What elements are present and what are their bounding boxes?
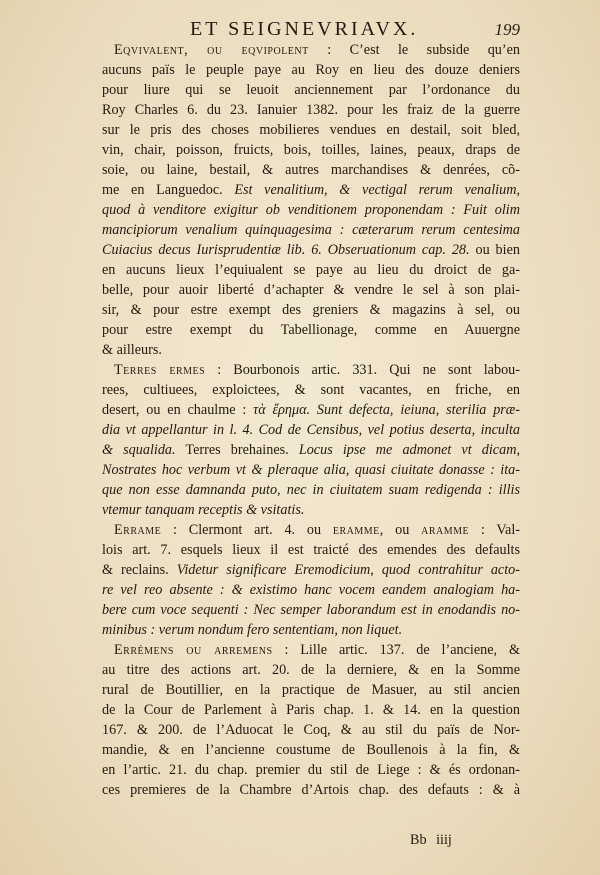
entry-term: Terres ermes: [114, 362, 206, 378]
text-line: [102, 760, 520, 780]
text-line: [102, 460, 520, 480]
text-line: [102, 60, 520, 80]
text-line: [102, 700, 520, 720]
entry-term: Eqvivalent, ou eqvipolent: [114, 42, 309, 58]
text-span: : Clermont art. 4. ou: [161, 522, 333, 538]
body-text: [102, 40, 520, 800]
text-line: [102, 280, 520, 300]
latin-text: quod à venditore exigitur ob venditionem proponendam : Fuit olim: [102, 202, 520, 218]
text-span: me en Languedoc.: [102, 182, 235, 198]
latin-text: vtemur tanquam receptis & vsitatis.: [102, 502, 305, 518]
text-span: : Val-: [469, 522, 521, 538]
entry-term: eramme: [332, 522, 380, 538]
text-line: [102, 720, 520, 740]
running-head: ET SEIGNEVRIAVX.: [190, 18, 419, 40]
text-span: desert, ou en chaulme :: [102, 402, 254, 418]
text-span: Terres brehaines.: [175, 442, 299, 458]
page-number: 199: [494, 20, 520, 39]
text-line: [102, 80, 520, 100]
text-span: rural de Boutillier, en la practique de Masuer, au stil ancien: [102, 682, 520, 698]
text-line: [102, 480, 520, 500]
text-line: [102, 40, 520, 60]
latin-text: Cuiacius decus Iurisprudentiæ lib. 6. Obseruationum cap. 28.: [102, 242, 470, 258]
text-line: [102, 360, 520, 380]
text-span: Roy Charles 6. du 23. Ianuier 1382. pour les fraiz de la guerre: [102, 102, 520, 118]
text-line: [102, 300, 520, 320]
text-span: en l’artic. 21. du chap. premier du stil de Liege : & és ordonan-: [102, 762, 520, 778]
text-line: [102, 100, 520, 120]
text-span: & ailleurs.: [102, 342, 162, 358]
text-span: au titre des actions art. 20. de la derniere, & en la Somme: [102, 662, 520, 678]
text-span: rees, cultiuees, exploictees, & sont vacantes, en friche, en: [102, 382, 520, 398]
text-span: 167. & 200. de l’Aduocat le Coq, & au stil du païs de Nor-: [102, 722, 520, 738]
latin-text: dia vt appellantur in l. 4. Cod de Censibus, vel potius deserta, inculta: [102, 422, 520, 438]
text-line: [102, 600, 520, 620]
text-span: de la Cour de Parlement à Paris chap. 1. & 14. en la question: [102, 702, 520, 718]
latin-text: que non esse damnanda puto, nec in ciuitatem suam redigenda : illis: [102, 482, 520, 498]
text-line: [102, 180, 520, 200]
text-span: pour liure qui se leuoit anciennement par l’ordonance du: [102, 82, 520, 98]
latin-text: re vel reo absente : & existimo hanc vocem eandem analogiam ha-: [102, 582, 520, 598]
text-line: [102, 320, 520, 340]
text-span: aucuns païs le peuple paye au Roy en lieu des douze deniers: [102, 62, 520, 78]
latin-text: Videtur significare Eremodicium, quod contrahitur acto-: [176, 562, 520, 578]
latin-text: bere cum voce sequenti : Nec semper laborandum est in enodandis no-: [102, 602, 520, 618]
text-span: : Lille artic. 137. de l’anciene, &: [272, 642, 521, 658]
entry-term: aramme: [421, 522, 470, 538]
text-line: [102, 400, 520, 420]
text-span: : Bourbonois artic. 331. Qui ne sont labou-: [205, 362, 520, 378]
text-line: [102, 380, 520, 400]
text-span: , ou: [379, 522, 422, 538]
text-line: [102, 160, 520, 180]
text-line: [102, 500, 520, 520]
text-line: [102, 780, 520, 800]
text-span: & reclains.: [102, 562, 177, 578]
text-line: [102, 140, 520, 160]
text-span: ou bien: [469, 242, 520, 258]
text-line: [102, 420, 520, 440]
text-line: [102, 220, 520, 240]
entry-term: Errame: [114, 522, 162, 538]
text-line: [102, 620, 520, 640]
text-span: en aucuns lieux l’equiualent se paye au lieu du droict de ga-: [102, 262, 520, 278]
text-line: [102, 640, 520, 660]
text-span: soie, ou laine, bestail, & autres marchandises & denrées, cõ-: [102, 162, 520, 178]
latin-text: Nostrates hoc verbum vt & pleraque alia, quasi ciuitate donasse : ita-: [102, 462, 520, 478]
text-line: [102, 200, 520, 220]
latin-text: & squalida.: [102, 442, 176, 458]
text-span: : C’est le subside qu’en: [308, 42, 520, 58]
text-span: sur le pris des choses mobilieres vendues en destail, soit bled,: [102, 122, 520, 138]
text-line: [102, 580, 520, 600]
latin-text: Est venalitium, & vectigal rerum venalium,: [234, 182, 520, 198]
text-span: pour estre exempt du Tabellionage, comme en Auuergne: [102, 322, 520, 338]
text-line: [102, 240, 520, 260]
text-line: [102, 520, 520, 540]
text-line: [102, 740, 520, 760]
text-line: [102, 340, 520, 360]
text-span: sir, & pour estre exempt des greniers & magazins à sel, ou: [102, 302, 520, 318]
text-line: [102, 540, 520, 560]
text-span: lois art. 7. esquels lieux il est traicté des emendes des defaults: [102, 542, 520, 558]
text-line: [102, 660, 520, 680]
signature-mark: Bb iiij: [410, 832, 452, 848]
text-span: belle, pour auoir liberté d’achapter & vendre le sel à son plai-: [102, 282, 520, 298]
text-span: mandie, & en l’ancienne coustume de Boullenois à la fin, &: [102, 742, 520, 758]
text-span: ces premieres de la Chambre d’Artois chap. des defauts : & à: [102, 782, 520, 798]
latin-text: τὰ ἔρημα. Sunt defecta, ieiuna, sterilia præ-: [253, 402, 520, 418]
text-span: vin, chair, poisson, fruicts, bois, toilles, laines, peaux, draps de: [102, 142, 520, 158]
text-line: [102, 260, 520, 280]
text-line: [102, 560, 520, 580]
latin-text: mancipiorum venalium quinquagesima : cæterarum rerum centesima: [102, 222, 520, 238]
text-line: [102, 680, 520, 700]
text-line: [102, 440, 520, 460]
entry-term: Errémens ou arremens: [114, 642, 273, 658]
text-line: [102, 120, 520, 140]
latin-text: minibus : verum nondum fero sententiam, non liquet.: [102, 622, 403, 638]
latin-text: Locus ipse me admonet vt dicam,: [298, 442, 520, 458]
